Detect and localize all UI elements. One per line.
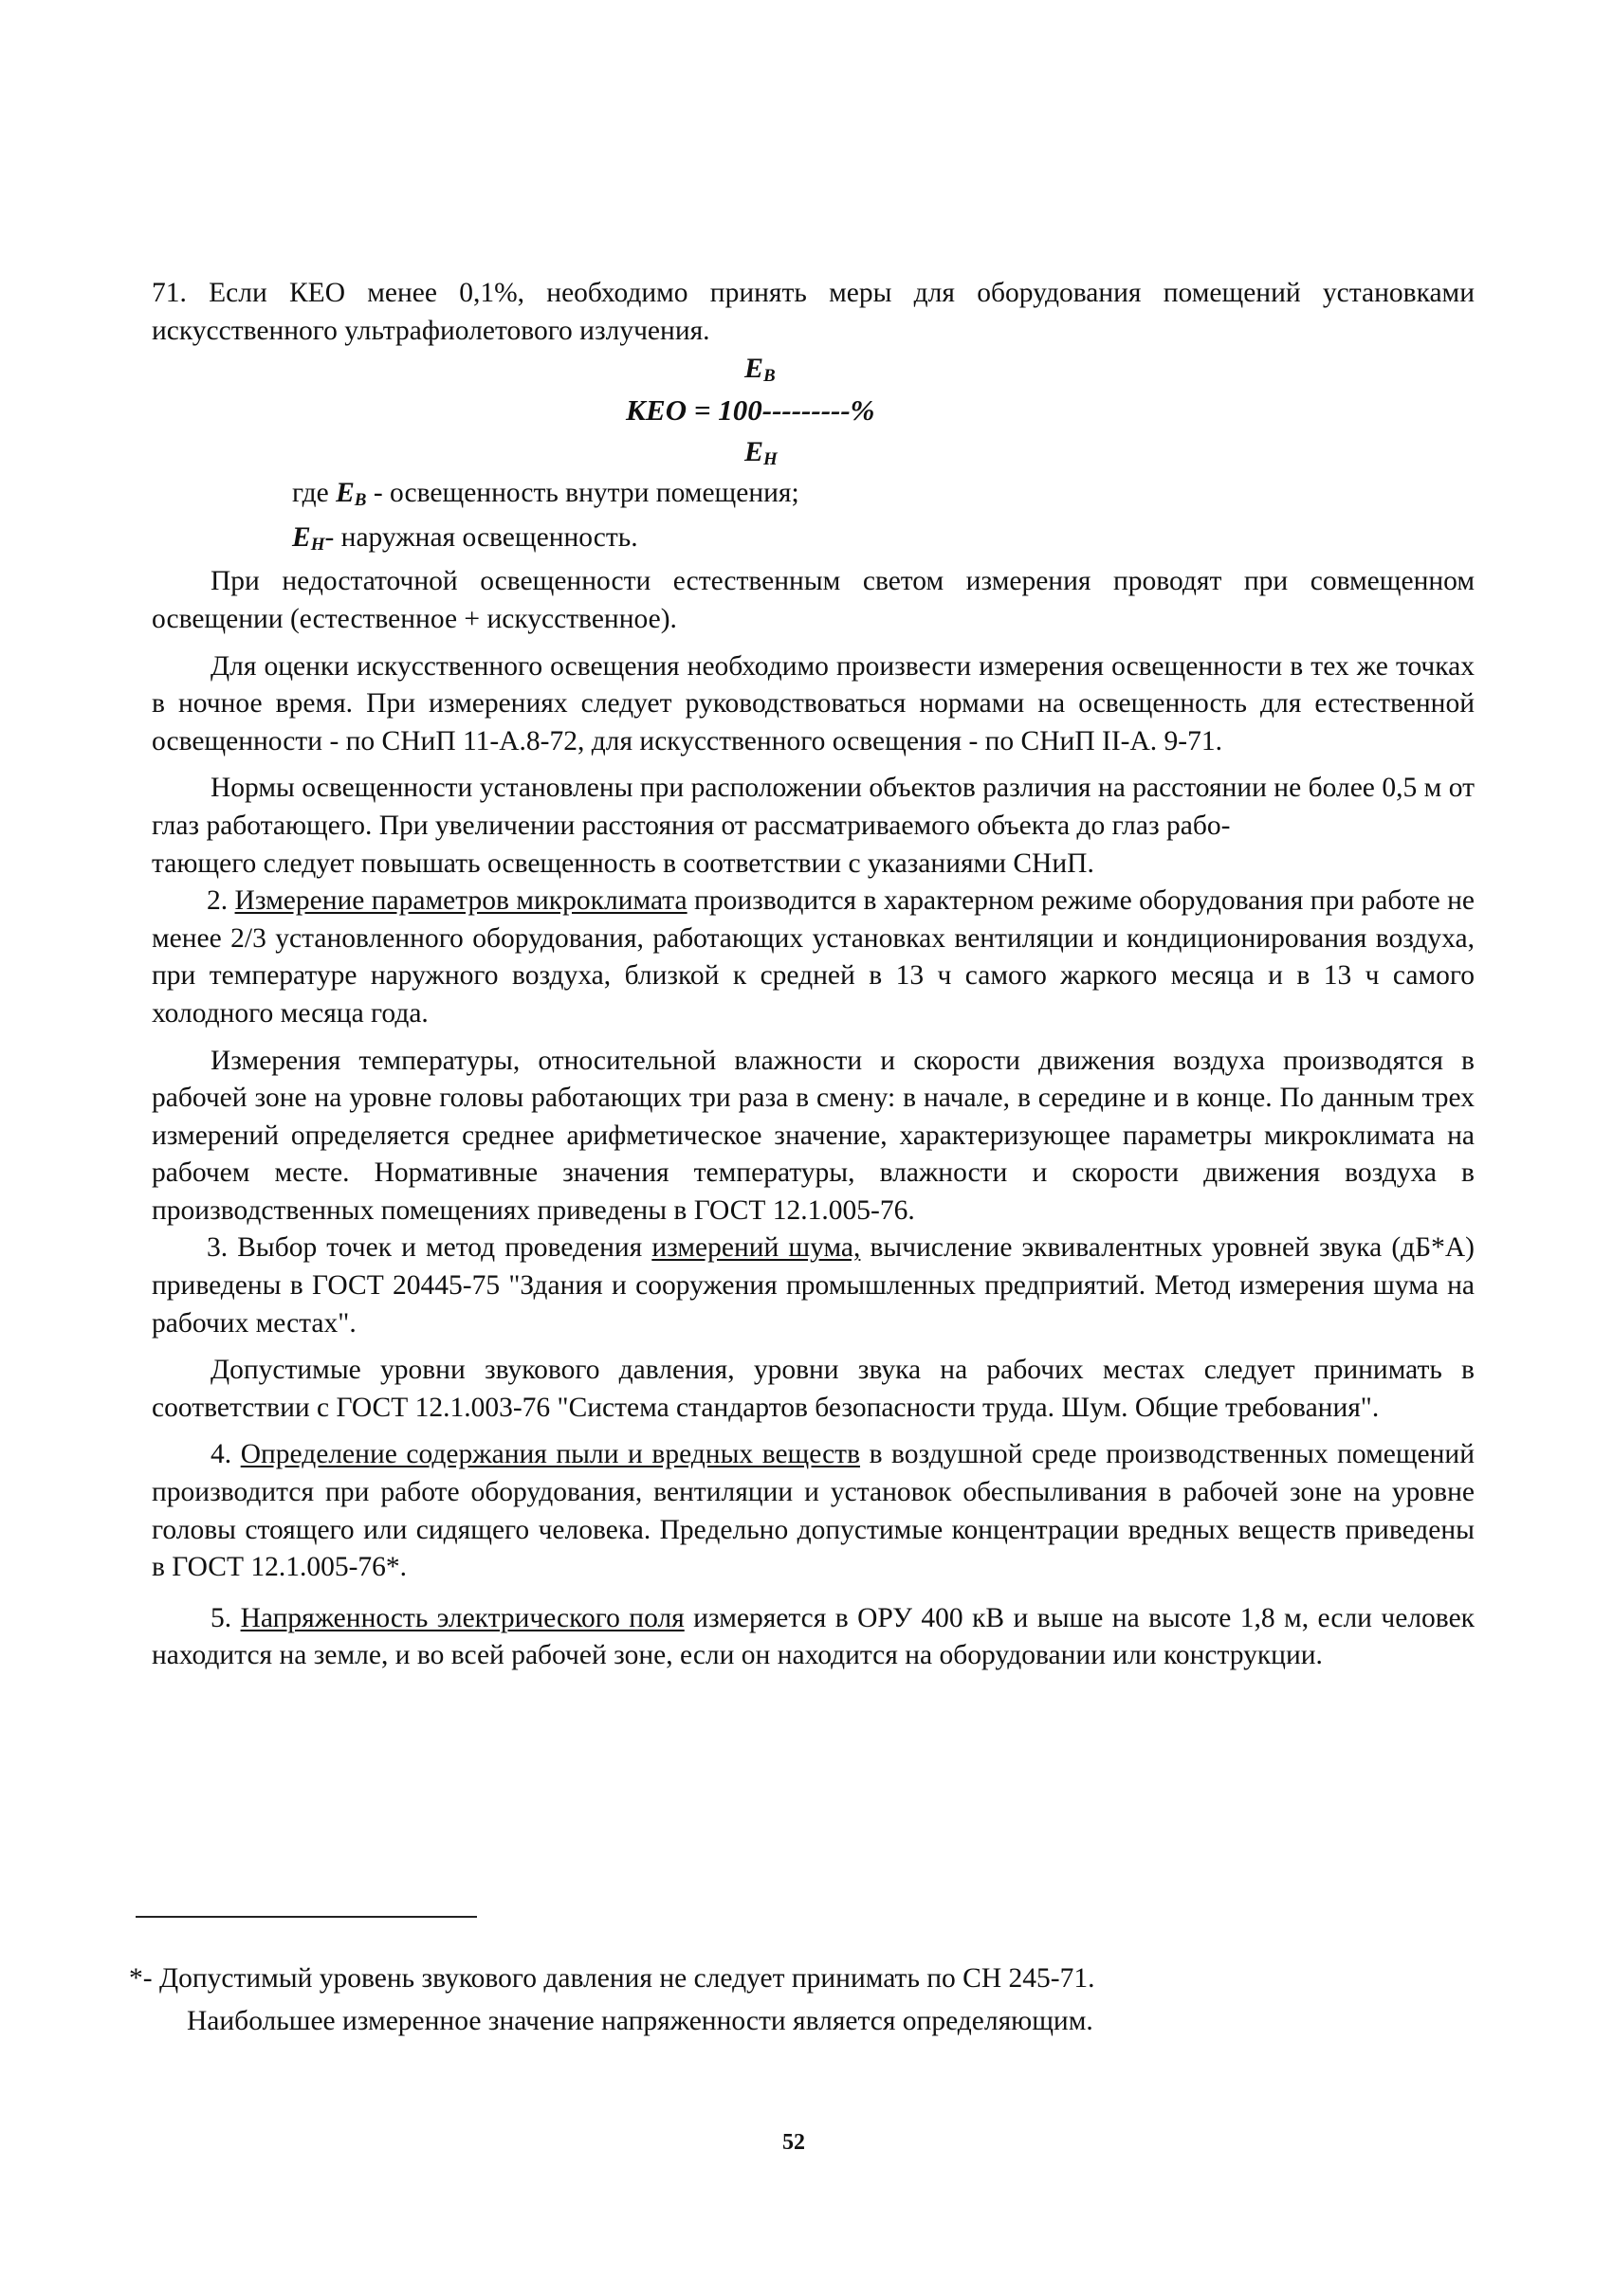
definition-inner-illuminance: где $E_B$ - освещенность внутри помещения; [292, 478, 799, 511]
paragraph-71: 71. Если КЕО менее 0,1%, необходимо принять меры для оборудования помещений установками искусственного ультрафиолетового излучения. [152, 278, 1475, 346]
paragraph-noise: 3. Выбор точек и метод проведения измерений шума, вычисление эквивалентных уровней звука (дБ*А) приведены в ГОСТ 20445-75 "Здания и сооружения промышленных предприятий. Метод измерения шума на рабочих местах". [152, 1232, 1475, 1339]
body-text [152, 275, 1475, 1675]
paragraph-dust: 4. Определение содержания пыли и вредных веществ в воздушной среде производственных помещений производится при работе оборудования, вентиляции и установок обеспыливания в рабочей зоне на уровне головы стоящего или сидящего человека. Предельно допустимые концентрации вредных веществ приведены в ГОСТ 12.1.005-76*. [152, 1439, 1476, 1583]
paragraph-sound-pressure: Допустимые уровни звукового давления, уровни звука на рабочих местах следует принимать в соответствии с ГОСТ 12.1.003-76 "Система стандартов безопасности труда. Шум. Общие требования". [152, 1355, 1475, 1423]
keo-formula [152, 350, 1475, 475]
footnote-note: Наибольшее измеренное значение напряженности является определяющим. [187, 2006, 1093, 2036]
formula-numerator: $E_B$ [744, 353, 776, 387]
dust-heading: Определение содержания пыли и вредных веществ [240, 1439, 861, 1470]
paragraph-artificial-light: Для оценки искусственного освещения необходимо произвести измерения освещенности в тех же точках в ночное время. При измерениях следует руководствоваться нормами на освещенность для естественной освещенности - по СНиП 11-А.8-72, для искусственного освещения - по СНиП II-А. 9-71. [152, 650, 1475, 756]
footnote-asterisk: *- Допустимый уровень звукового давления не следует принимать по СН 245-71. [129, 1963, 1095, 1994]
formula-main: КЕО = 100---------% [626, 393, 875, 428]
paragraph-lighting-norms: Нормы освещенности установлены при расположении объектов различия на расстоянии не более 0,5 м от глаз работающего. При увеличении расстояния от рассматриваемого объекта до глаз рабо- [152, 773, 1475, 841]
paragraph-insufficient-light: При недостаточной освещенности естественным светом измерения проводят при совмещенном освещении (естественное + искусственное). [152, 566, 1475, 634]
microclimate-heading: Измерение параметров микроклимата [234, 885, 687, 917]
paragraph-microclimate-measurement: Измерения температуры, относительной влажности и скорости движения воздуха производятся в рабочей зоне на уровне головы работающих три раза в смену: в начале, в середине и в конце. По данным трех измерений определяется среднее арифметическое значение, характеризующее параметры микроклимата на рабочем месте. Нормативные значения температуры, влажности и скорости движения воздуха в производственных помещениях приведены в ГОСТ 12.1.005-76. [152, 1045, 1475, 1226]
noise-heading: измерений шума, [651, 1232, 861, 1264]
formula-definitions [152, 475, 1475, 563]
electric-field-heading: Напряженность электрического поля [240, 1602, 685, 1633]
paragraph-microclimate: 2. Измерение параметров микроклимата производится в характерном режиме оборудования при работе не менее 2/3 установленного оборудования, работающих установках вентиляции и кондиционирования воздуха, при температуре наружного воздуха, близкой к средней в 13 ч самого жаркого месяца и в 13 ч самого холодного месяца года. [152, 885, 1476, 1029]
footnote-separator [136, 1916, 477, 1918]
page-number: 52 [782, 2130, 805, 2155]
formula-denominator: $E_H$ [744, 436, 778, 470]
definition-outer-illuminance: $E_H-$ наружная освещенность. [292, 521, 638, 555]
paragraph-electric-field: 5. Напряженность электрического поля измеряется в ОРУ 400 кВ и выше на высоте 1,8 м, если человек находится на земле, и во всей рабочей зоне, если он находится на оборудовании или конструкции. [152, 1602, 1475, 1671]
paragraph-lighting-norms-cont: тающего следует повышать освещенность в соответствии с указаниями СНиП. [152, 847, 1094, 879]
